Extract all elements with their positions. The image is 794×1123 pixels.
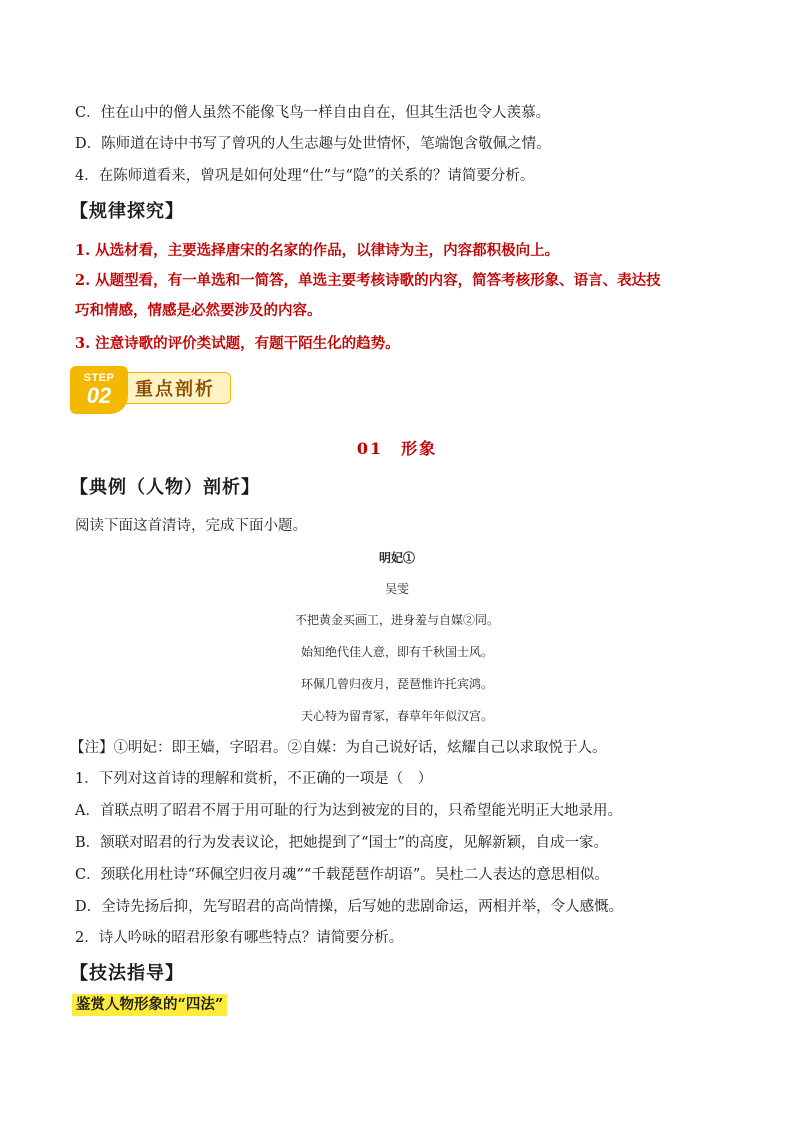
step-title: 重点剖析 bbox=[120, 372, 231, 404]
option-b: B．颔联对昭君的行为发表议论，把她提到了“国士”的高度，见解新颖，自成一家。 bbox=[75, 835, 608, 851]
option-c: C．颈联化用杜诗“环佩空归夜月魂”“千载琵琶作胡语”。吴杜二人表达的意思相似。 bbox=[75, 867, 609, 883]
example-intro: 阅读下面这首清诗，完成下面小题。 bbox=[75, 518, 307, 534]
step-badge bbox=[70, 366, 128, 414]
option-a: A．首联点明了昭君不屑于用可耻的行为达到被宠的目的，只希望能光明正大地录用。 bbox=[75, 803, 622, 819]
poem-line: 环佩几曾归夜月，琵琶惟许托宾鸿。 bbox=[300, 677, 493, 691]
rule-item-1: 1. 从选材看，主要选择唐宋的名家的作品，以律诗为主，内容都积极向上。 bbox=[75, 242, 560, 259]
section-title: 01 形象 bbox=[356, 439, 438, 458]
rule-item-2-line-2: 巧和情感，情感是必然要涉及的内容。 bbox=[75, 302, 322, 319]
step-word: STEP bbox=[83, 372, 115, 384]
step-banner bbox=[70, 366, 240, 416]
question-2: 2．诗人吟咏的昭君形象有哪些特点？请简要分析。 bbox=[75, 930, 404, 946]
question-1: 1．下列对这首诗的理解和赏析，不正确的一项是（ ） bbox=[75, 771, 433, 787]
rule-item-2-line-1: 2. 从题型看，有一单选和一简答，单选主要考核诗歌的内容，简答考核形象、语言、表达技 bbox=[75, 272, 661, 289]
poem-line: 不把黄金买画工，进身羞与自媒②同。 bbox=[294, 613, 499, 627]
question-4-line: 4．在陈师道看来，曾巩是如何处理“仕”与“隐”的关系的？请简要分析。 bbox=[75, 168, 535, 184]
option-d: D．全诗先扬后抑，先写昭君的高尚情操，后写她的悲剧命运，两相并举，令人感慨。 bbox=[75, 899, 624, 915]
rule-item-3: 3. 注意诗歌的评价类试题，有题干陌生化的趋势。 bbox=[75, 335, 400, 352]
poem-line: 始知绝代佳人意，即有千秋国士风。 bbox=[300, 645, 493, 659]
highlighted-subtitle: 鉴赏人物形象的“四法” bbox=[72, 994, 227, 1016]
poem-author: 吴雯 bbox=[384, 582, 409, 596]
option-d-line: D．陈师道在诗中书写了曾巩的人生志趣与处世情怀，笔端饱含敬佩之情。 bbox=[75, 136, 551, 152]
rules-heading: 【规律探究】 bbox=[70, 201, 184, 222]
guide-heading: 【技法指导】 bbox=[70, 963, 184, 984]
poem-line: 天心特为留青冢，春草年年似汉宫。 bbox=[300, 709, 493, 723]
option-c-line: C．住在山中的僧人虽然不能像飞鸟一样自由自在，但其生活也令人羡慕。 bbox=[75, 105, 551, 121]
poem-note: 【注】①明妃：即王嫱，字昭君。②自媒：为自己说好话，炫耀自己以求取悦于人。 bbox=[70, 740, 607, 756]
poem-title: 明妃① bbox=[378, 551, 415, 565]
step-number: 02 bbox=[86, 383, 112, 408]
example-heading: 【典例（人物）剖析】 bbox=[70, 477, 260, 498]
